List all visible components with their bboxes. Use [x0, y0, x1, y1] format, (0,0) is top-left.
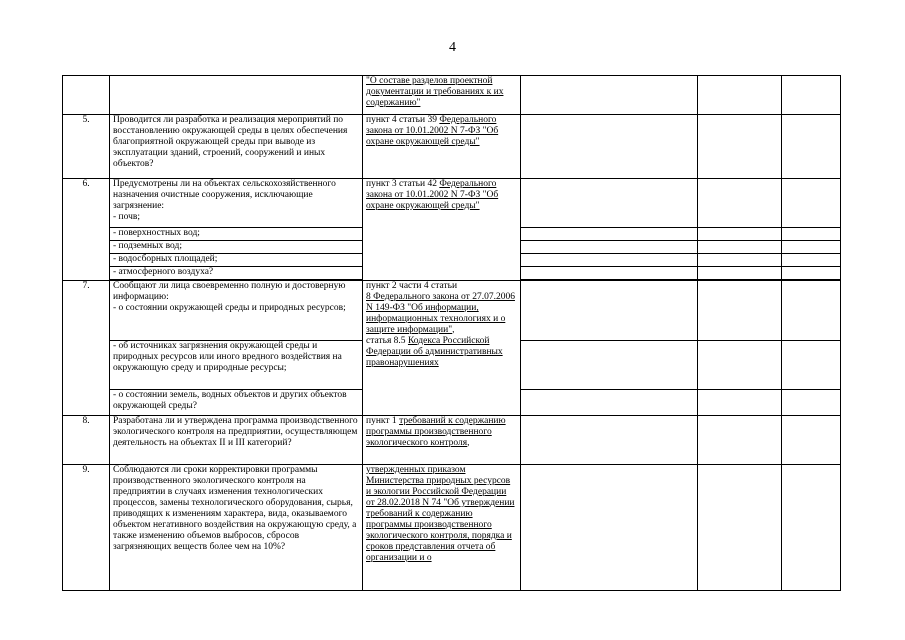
legal-reference-cell: пункт 2 части 4 статьи 8 Федерального закона от 27.07.2006 N 149-ФЗ "Об информации, информационных технологиях и о защите информации", статья 8.5 Кодекса Российской Федерации об административных правонарушениях	[363, 281, 521, 416]
legal-reference-cell: пункт 4 статьи 39 Федерального закона от 10.01.2002 N 7-ФЗ "Об охране окружающей среды"	[363, 115, 521, 179]
question-cell: Предусмотрены ли на объектах сельскохозяйственного назначения очистные сооружения, исключающие загрязнение: - почв;	[110, 179, 363, 228]
legal-reference-link[interactable]: Федерального закона от 10.01.2002 N 7-ФЗ "Об охране окружающей среды"	[366, 115, 499, 147]
table-row	[63, 416, 841, 465]
legal-reference-link[interactable]: Кодекса Российской Федерации об административных правонарушениях	[366, 336, 503, 368]
legal-reference-link[interactable]: "О составе разделов проектной документации и требованиях к их содержанию"	[366, 76, 504, 108]
table-row	[63, 76, 841, 115]
table-row	[63, 465, 841, 591]
legal-reference-link[interactable]: утвержденных приказом Министерства природных ресурсов и экологии Российской Федерации от 28.02.2018 N 74 "Об утверждении требований к содержанию программы производственного экологического контроля, порядка и сроков представления отчета об организации и о	[363, 465, 521, 591]
question-subitem: - водосборных площадей;	[110, 254, 363, 267]
row-number: 5.	[63, 115, 110, 179]
table-row	[63, 115, 841, 179]
page-number: 4	[449, 40, 456, 55]
question-cell: Соблюдаются ли сроки корректировки программы производственного экологического контроля на предприятии в случаях изменения технологических процессов, замены технологического оборудования, сырья, приводящих к изменениям характера, вида, оказываемого объектом негативного воздействия на окружающую среду, а также изменению объемов выбросов, сбросов загрязняющих веществ более чем на 10%?	[110, 465, 363, 591]
question-subitem: - об источниках загрязнения окружающей среды и природных ресурсов или иного вредного воздействия на окружающую среду и природные ресурсы;	[110, 341, 363, 390]
question-subitem: - поверхностных вод;	[110, 228, 363, 241]
row-number: 7.	[63, 281, 110, 416]
question-subitem: - о состоянии земель, водных объектов и других объектов окружающей среды?	[110, 390, 363, 416]
row-number: 9.	[63, 465, 110, 591]
legal-reference-cell: пункт 1 требований к содержанию программы производственного экологического контроля,	[363, 416, 521, 465]
legal-reference-link[interactable]: Федерального закона от 10.01.2002 N 7-ФЗ "Об охране окружающей среды"	[366, 179, 499, 211]
question-cell: Проводится ли разработка и реализация мероприятий по восстановлению окружающей среды в целях обеспечения благоприятной окружающей среды при выводе из эксплуатации зданий, строений, сооружений и иных объектов?	[110, 115, 363, 179]
table-row	[63, 281, 841, 341]
question-cell: Разработана ли и утверждена программа производственного экологического контроля на предприятии, осуществляющем деятельность на объектах II и III категорий?	[110, 416, 363, 465]
question-subitem: - атмосферного воздуха?	[110, 267, 363, 280]
legal-reference-cell	[363, 76, 521, 115]
table-row	[63, 179, 841, 228]
row-number: 8.	[63, 416, 110, 465]
legal-reference-link[interactable]: требований к содержанию программы производственного экологического контроля	[366, 416, 506, 448]
question-subitem: - подземных вод;	[110, 241, 363, 254]
row-number: 6.	[63, 179, 110, 281]
legal-reference-link[interactable]: 8 Федерального закона от 27.07.2006 N 149-ФЗ "Об информации, информационных технологиях и о защите информации"	[366, 292, 515, 335]
question-cell: Сообщают ли лица своевременно полную и достоверную информацию: - о состоянии окружающей среды и природных ресурсов;	[110, 281, 363, 341]
legal-reference-cell: пункт 3 статьи 42 Федерального закона от 10.01.2002 N 7-ФЗ "Об охране окружающей среды"	[363, 179, 521, 281]
checklist-table	[62, 75, 841, 591]
